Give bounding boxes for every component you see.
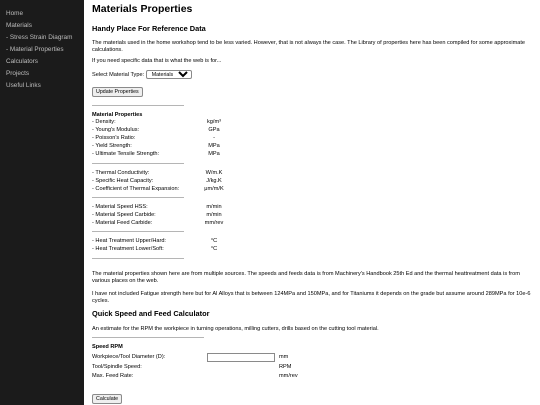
calculator-heading: Quick Speed and Feed Calculator bbox=[92, 309, 210, 318]
calculator-description: An estimate for the RPM the workpiece in turning operations, milling cutters, drills based on the cutting tool material. bbox=[92, 326, 379, 332]
property-row bbox=[92, 178, 252, 185]
property-row bbox=[92, 119, 252, 126]
calculator-row bbox=[92, 373, 332, 381]
spindle-speed-label: Tool/Spindle Speed: bbox=[92, 364, 142, 370]
properties-heading: Material Properties bbox=[92, 112, 143, 118]
property-unit: - bbox=[213, 135, 215, 141]
sidebar-item-projects[interactable]: Projects bbox=[6, 70, 30, 77]
property-unit: MPa bbox=[208, 151, 220, 157]
property-label: - Heat Treatment Lower/Soft: bbox=[92, 246, 164, 252]
divider bbox=[92, 163, 184, 164]
property-unit: MPa bbox=[208, 143, 220, 149]
property-unit: °C bbox=[210, 238, 218, 244]
feed-rate-unit: mm/rev bbox=[279, 373, 298, 379]
sidebar-item-useful-links[interactable]: Useful Links bbox=[6, 82, 41, 89]
property-label: - Young's Modulus: bbox=[92, 127, 140, 133]
property-label: - Coefficient of Thermal Expansion: bbox=[92, 186, 180, 192]
property-label: - Density: bbox=[92, 119, 116, 125]
property-row bbox=[92, 186, 252, 193]
property-unit: m/min bbox=[206, 204, 222, 210]
sources-note: The material properties shown here are from multiple sources. The speeds and feeds data is from Machinery's Handbook 25th Ed and the thermal heattreatment data is from various places on the web. bbox=[92, 271, 520, 284]
property-label: - Ultimate Tensile Strength: bbox=[92, 151, 160, 157]
property-label: - Material Feed Carbide: bbox=[92, 220, 153, 226]
property-row bbox=[92, 238, 252, 245]
property-row bbox=[92, 135, 252, 142]
main-content bbox=[92, 0, 534, 405]
diameter-input[interactable] bbox=[207, 353, 275, 362]
property-unit: GPa bbox=[208, 127, 220, 133]
spindle-speed-unit: RPM bbox=[279, 364, 292, 370]
material-type-row bbox=[92, 70, 532, 79]
divider bbox=[92, 231, 184, 232]
property-row bbox=[92, 151, 252, 158]
diameter-unit: mm bbox=[279, 354, 289, 360]
divider bbox=[92, 337, 204, 338]
properties-heading-row bbox=[92, 112, 252, 119]
property-label: - Poisson's Ratio: bbox=[92, 135, 136, 141]
property-unit: °C bbox=[210, 246, 218, 252]
property-unit: J/kg.K bbox=[206, 178, 222, 184]
intro-text: The materials used in the home workshop tend to be less varied. However, that is not always the case. The Library of properties here has been compiled for some approximate calculations. bbox=[92, 40, 526, 53]
sidebar-item-calculators[interactable]: Calculators bbox=[6, 58, 38, 65]
calculator-subheading-row bbox=[92, 344, 332, 352]
reference-heading: Handy Place For Reference Data bbox=[92, 24, 206, 33]
property-row bbox=[92, 127, 252, 134]
sidebar-item-materials[interactable]: Materials bbox=[6, 22, 32, 29]
material-type-select[interactable] bbox=[146, 70, 192, 79]
property-unit: μm/m/K bbox=[204, 186, 224, 192]
property-unit: W/m.K bbox=[205, 170, 223, 176]
property-row bbox=[92, 212, 252, 219]
property-row bbox=[92, 143, 252, 150]
page-title: Materials Properties bbox=[92, 3, 193, 15]
fatigue-note: I have not included Fatigue strength here but for Al Alloys that is between 124MPa and 150MPa, and for Titaniums it depends on the grade but assume around 289MPa for 10e-6 cycles. bbox=[92, 291, 531, 304]
property-unit: kg/m³ bbox=[207, 119, 221, 125]
sidebar bbox=[0, 0, 84, 405]
property-row bbox=[92, 246, 252, 253]
property-row bbox=[92, 204, 252, 211]
property-label: - Heat Treatment Upper/Hard: bbox=[92, 238, 166, 244]
feed-rate-label: Max. Feed Rate: bbox=[92, 373, 134, 379]
property-row bbox=[92, 220, 252, 227]
sidebar-item-stress-strain-diagram[interactable]: - Stress Strain Diagram bbox=[6, 34, 73, 41]
divider bbox=[92, 258, 184, 259]
property-label: - Material Speed Carbide: bbox=[92, 212, 156, 218]
intro-text-2: If you need specific data that is what the web is for... bbox=[92, 58, 222, 64]
divider bbox=[92, 197, 184, 198]
property-label: - Specific Heat Capacity: bbox=[92, 178, 154, 184]
property-row bbox=[92, 170, 252, 177]
property-unit: mm/rev bbox=[204, 220, 224, 226]
material-type-label: Select Material Type: bbox=[92, 71, 145, 78]
sidebar-item-home[interactable]: Home bbox=[6, 10, 24, 17]
property-label: - Yield Strength: bbox=[92, 143, 132, 149]
diameter-label: Workpiece/Tool Diameter (D): bbox=[92, 354, 166, 360]
property-label: - Material Speed HSS: bbox=[92, 204, 148, 210]
property-unit: m/min bbox=[206, 212, 222, 218]
property-label: - Thermal Conductivity: bbox=[92, 170, 150, 176]
update-properties-button[interactable]: Update Properties bbox=[92, 87, 143, 97]
calculator-row bbox=[92, 364, 332, 372]
calculator-row bbox=[92, 354, 332, 362]
divider bbox=[92, 105, 184, 106]
sidebar-item-material-properties[interactable]: - Material Properties bbox=[6, 46, 64, 53]
speed-rpm-heading: Speed RPM bbox=[92, 344, 123, 350]
calculate-button[interactable]: Calculate bbox=[92, 394, 122, 404]
